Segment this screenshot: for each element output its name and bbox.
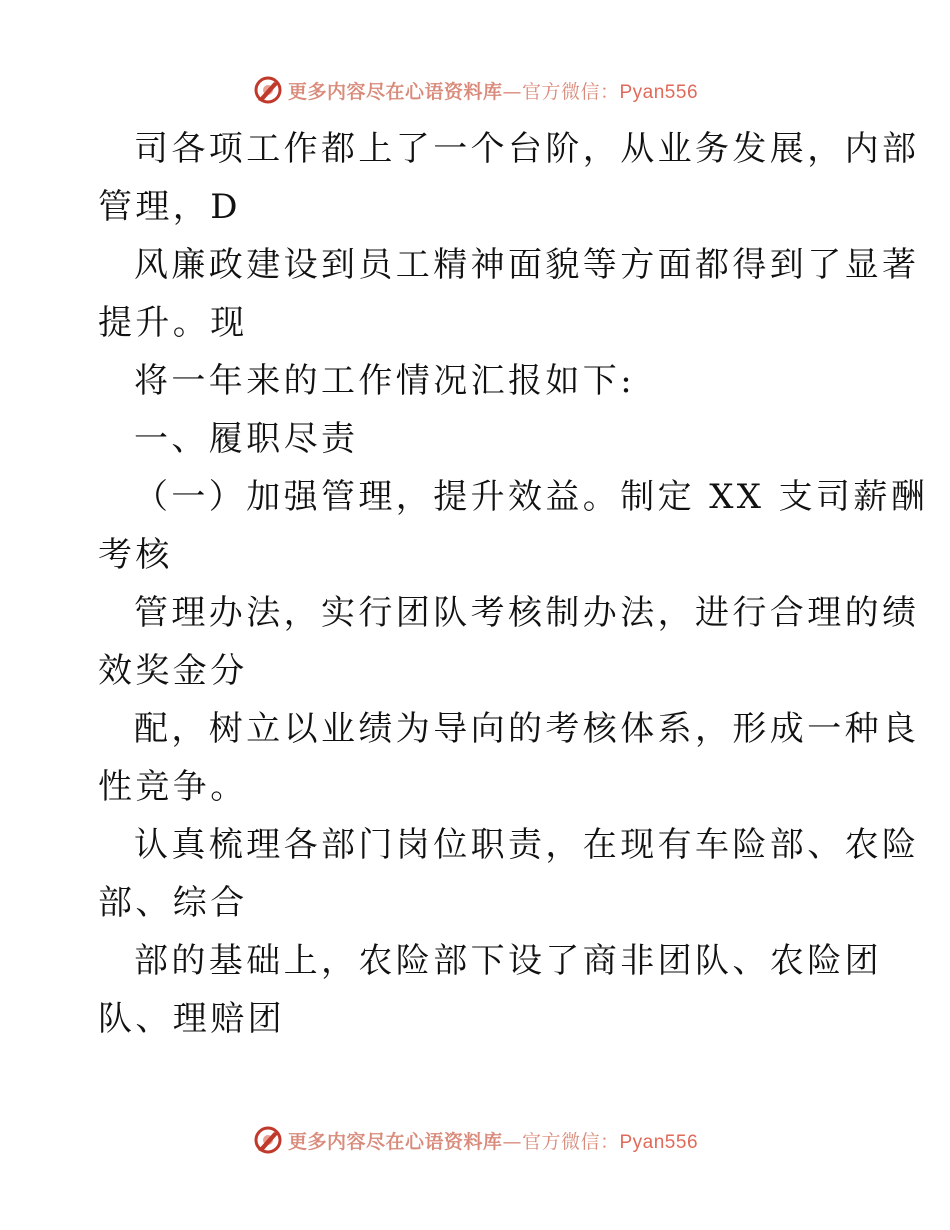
document-body [98,120,929,1048]
body-line: 管理，D [98,187,241,227]
body-line: 效奖金分 [98,651,248,691]
footer-watermark [0,1120,950,1160]
watermark-main: 更多内容尽在心语资料库 [287,80,503,103]
logo-icon [252,74,284,106]
watermark-dash: — [502,1130,522,1153]
body-line: 司各项工作都上了一个台阶，从业务发展，内部 [134,129,920,169]
logo-icon [252,1124,284,1156]
body-line: 将一年来的工作情况汇报如下: [134,361,636,401]
body-line: 部、综合 [98,883,248,923]
watermark-label: 官方微信： [521,80,620,103]
watermark-label: 官方微信： [521,1130,620,1153]
header-watermark [0,70,950,110]
section-heading: 一、履职尽责 [134,419,359,459]
watermark-dash: — [502,80,522,103]
body-line: 部的基础上，农险部下设了商非团队、农险团 [134,941,882,981]
body-line: 认真梳理各部门岗位职责，在现有车险部、农险 [134,825,920,865]
body-line: 风廉政建设到员工精神面貌等方面都得到了显著 [134,245,920,285]
body-line: 配，树立以业绩为导向的考核体系，形成一种良 [134,709,920,749]
watermark-id: Pyan556 [619,1131,699,1153]
body-line: 队、理赔团 [98,999,285,1039]
watermark-main: 更多内容尽在心语资料库 [287,1130,503,1153]
watermark-text [288,77,698,104]
body-line: 性竞争。 [98,767,248,807]
watermark-text [288,1127,698,1154]
body-line: 考核 [98,535,173,575]
body-line: 提升。现 [98,303,248,343]
body-line: （一）加强管理，提升效益。制定 XX 支司薪酬 [134,477,929,517]
body-line: 管理办法，实行团队考核制办法，进行合理的绩 [134,593,920,633]
watermark-id: Pyan556 [619,81,699,103]
